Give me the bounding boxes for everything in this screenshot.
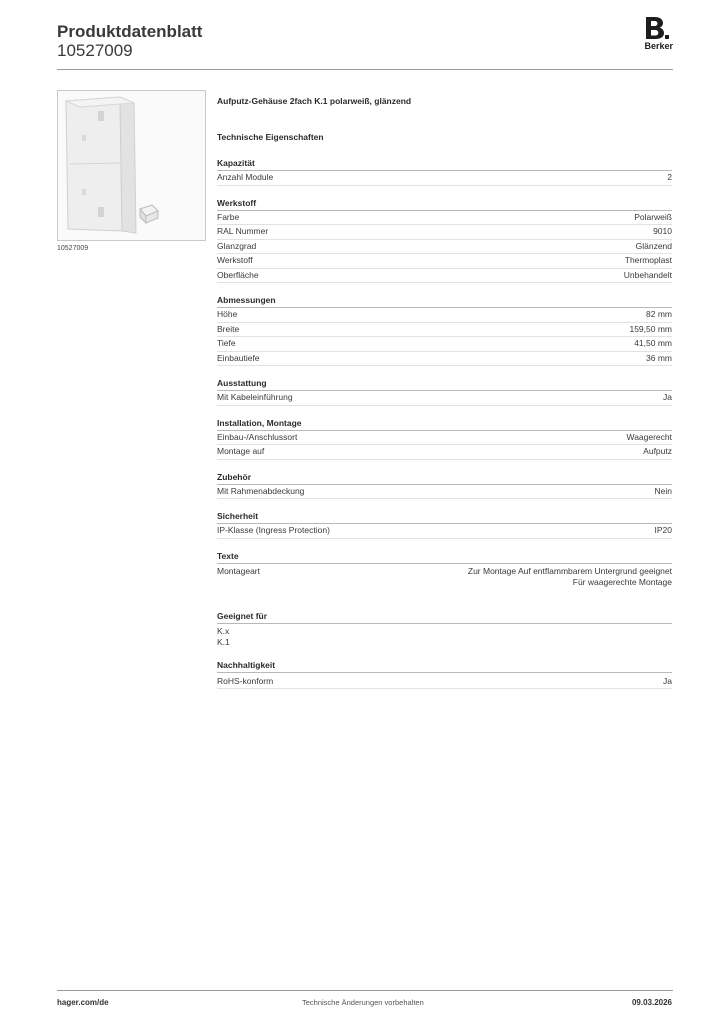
section-title: Ausstattung	[217, 378, 672, 391]
product-data-content	[217, 96, 672, 689]
section-werkstoff	[217, 198, 672, 284]
spec-value: 36 mm	[646, 352, 672, 363]
section-title: Zubehör	[217, 472, 672, 485]
spec-label: Mit Rahmenabdeckung	[217, 485, 305, 496]
spec-row	[217, 337, 672, 352]
section-sicherheit	[217, 511, 672, 539]
spec-row	[217, 171, 672, 186]
page-header	[57, 20, 673, 70]
spec-label: K.1	[217, 636, 230, 647]
spec-value: 9010	[653, 226, 672, 236]
section-title: Abmessungen	[217, 295, 672, 308]
document-title: Produktdatenblatt	[57, 22, 203, 41]
spec-value: Thermoplast	[624, 255, 672, 265]
spec-value: Aufputz	[643, 446, 672, 456]
product-image	[57, 90, 206, 241]
section-title: Texte	[217, 551, 672, 564]
spec-row	[217, 352, 672, 367]
brand-logo	[639, 17, 673, 53]
spec-row	[217, 675, 672, 690]
section-title: Installation, Montage	[217, 418, 672, 431]
spec-value: Waagerecht	[626, 431, 672, 442]
spec-row	[217, 564, 672, 591]
spec-row	[217, 431, 672, 446]
spec-label: Einbau-/Anschlussort	[217, 431, 298, 442]
spec-value	[468, 566, 672, 591]
spec-row	[217, 323, 672, 338]
footer-note: Technische Änderungen vorbehalten	[302, 998, 424, 1007]
brand-name: Berker	[644, 41, 673, 51]
spec-label: RoHS-konform	[217, 675, 274, 686]
spec-value: 41,50 mm	[634, 338, 672, 348]
spec-row	[217, 626, 672, 637]
section-title: Kapazität	[217, 158, 672, 171]
spec-label: Werkstoff	[217, 255, 253, 265]
spec-label: IP-Klasse (Ingress Protection)	[217, 525, 330, 535]
spec-label: Breite	[217, 323, 240, 334]
spec-label: RAL Nummer	[217, 226, 269, 236]
section-geeignet-fuer	[217, 611, 672, 648]
spec-value: 82 mm	[646, 309, 672, 319]
spec-row	[217, 485, 672, 500]
section-nachhaltigkeit	[217, 660, 672, 690]
spec-value-line: Zur Montage Auf entflammbarem Untergrund geeignet	[467, 565, 672, 576]
spec-label: Oberfläche	[217, 269, 259, 280]
spec-label: Farbe	[217, 211, 240, 222]
section-texte	[217, 551, 672, 591]
spec-row	[217, 524, 672, 539]
technical-properties-heading: Technische Eigenschaften	[217, 132, 324, 142]
surface-box-icon	[58, 91, 205, 240]
footer-website: hager.com/de	[57, 998, 109, 1007]
spec-row	[217, 254, 672, 269]
spec-label: Montageart	[217, 565, 260, 576]
header-divider	[57, 69, 673, 70]
section-ausstattung	[217, 378, 672, 406]
spec-value: Glänzend	[635, 240, 672, 251]
section-kapazitaet	[217, 158, 672, 186]
section-title: Geeignet für	[217, 611, 672, 624]
spec-row	[217, 269, 672, 284]
spec-value-line: Für waagerechte Montage	[572, 576, 672, 587]
spec-value: Polarweiß	[634, 211, 672, 222]
section-title: Sicherheit	[217, 511, 672, 524]
spec-label: Tiefe	[217, 338, 236, 348]
section-installation-montage	[217, 418, 672, 460]
spec-value: 159,50 mm	[629, 323, 672, 334]
spec-label: Montage auf	[217, 446, 265, 456]
spec-value: Unbehandelt	[623, 269, 672, 280]
image-caption: 10527009	[57, 245, 89, 252]
spec-value: IP20	[654, 525, 672, 535]
spec-label: K.x	[217, 625, 230, 636]
spec-value: 2	[667, 172, 672, 182]
section-abmessungen	[217, 295, 672, 366]
spec-row	[217, 225, 672, 240]
footer-date: 09.03.2026	[631, 998, 672, 1007]
product-name: Aufputz-Gehäuse 2fach K.1 polarweiß, glänzend	[217, 96, 412, 106]
spec-value: Ja	[663, 392, 672, 402]
berker-logo-icon	[644, 17, 670, 41]
spec-row	[217, 637, 672, 648]
spec-label: Einbautiefe	[217, 352, 260, 363]
spec-value: Ja	[663, 675, 672, 686]
spec-value: Nein	[654, 485, 672, 496]
section-title: Nachhaltigkeit	[217, 660, 672, 673]
footer-divider	[57, 990, 673, 991]
spec-row	[217, 211, 672, 226]
document-number: 10527009	[57, 41, 133, 60]
spec-row	[217, 445, 672, 460]
spec-row	[217, 240, 672, 255]
section-zubehoer	[217, 472, 672, 500]
spec-row	[217, 391, 672, 406]
spec-row	[217, 308, 672, 323]
spec-label: Höhe	[217, 309, 238, 319]
spec-label: Anzahl Module	[217, 172, 274, 182]
spec-label: Glanzgrad	[217, 240, 257, 251]
spec-label: Mit Kabeleinführung	[217, 392, 293, 402]
section-title: Werkstoff	[217, 198, 672, 211]
